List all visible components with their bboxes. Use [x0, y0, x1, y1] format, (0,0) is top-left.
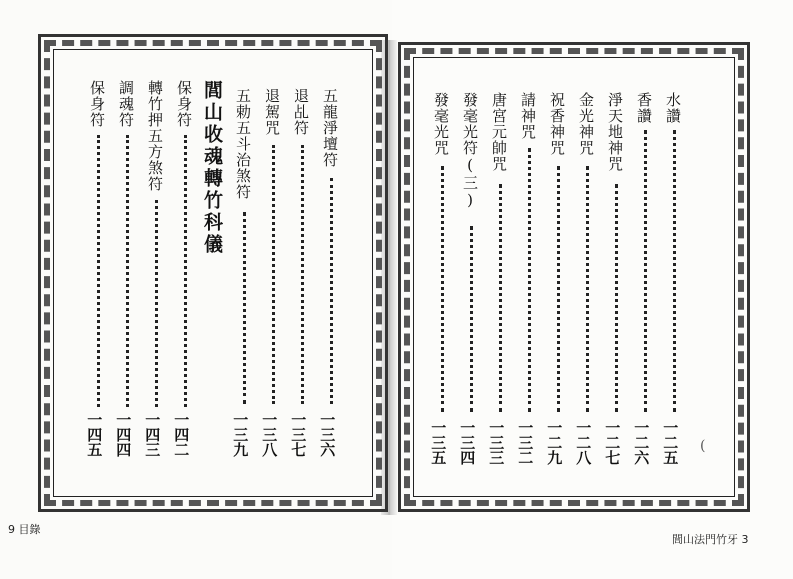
- toc-leader: [557, 166, 560, 412]
- toc-entry-title: 香讚: [635, 92, 653, 124]
- toc-leader: [155, 200, 158, 407]
- toc-entry-title: 轉竹押五方煞符: [146, 80, 164, 192]
- toc-entry-page: 一四二: [172, 412, 191, 457]
- toc-leader: [586, 166, 589, 412]
- toc-entry-title: 調魂符: [117, 80, 135, 128]
- toc-leader: [126, 135, 129, 407]
- toc-leader: [441, 166, 444, 412]
- toc-entry-title: 保身符: [88, 80, 106, 128]
- toc-entry-title: 淨天地神咒: [606, 92, 624, 172]
- toc-entry-page: 一三八: [260, 412, 279, 457]
- toc-entry-title: 發毫光符(三): [461, 92, 479, 210]
- toc-leader: [499, 184, 502, 412]
- toc-entry-title: 發毫光咒: [432, 92, 450, 156]
- section-heading: 閭山收魂轉竹科儀: [201, 80, 223, 256]
- toc-entry-page: 一三六: [318, 412, 337, 457]
- toc-entry-page: 一二八: [574, 420, 593, 465]
- toc-entry-page: 一二五: [661, 420, 680, 465]
- toc-entry-page: 一三二: [516, 420, 535, 465]
- toc-leader: [97, 135, 100, 407]
- toc-entry-page: 一二六: [632, 420, 651, 465]
- toc-entry-title: 請神咒: [519, 92, 537, 140]
- toc-leader: [301, 145, 304, 404]
- toc-leader: [470, 226, 473, 412]
- toc-entry-page: 一三三: [487, 420, 506, 465]
- toc-entry-title: 金光神咒: [577, 92, 595, 156]
- toc-leader: [272, 145, 275, 404]
- toc-entry-title: 五龍淨壇符: [321, 88, 339, 168]
- toc-entry-title: 保身符: [175, 80, 193, 128]
- toc-leader: [673, 130, 676, 412]
- toc-entry-page: 一四三: [143, 412, 162, 457]
- toc-entry-page: 一二九: [545, 420, 564, 465]
- pen-mark: (: [700, 438, 706, 454]
- toc-leader: [615, 184, 618, 412]
- toc-entry-page: 一三七: [289, 412, 308, 457]
- toc-entry-page: 一四四: [114, 412, 133, 457]
- toc-entry-title: 祝香神咒: [548, 92, 566, 156]
- toc-entry-page: 一三四: [458, 420, 477, 465]
- toc-entry-title: 退乩符: [292, 88, 310, 136]
- toc-leader: [330, 178, 333, 404]
- toc-entry-page: 一二七: [603, 420, 622, 465]
- toc-entry-page: 一四五: [85, 412, 104, 457]
- toc-leader: [184, 135, 187, 407]
- toc-leader: [243, 212, 246, 404]
- toc-entry-title: 水讚: [664, 92, 682, 124]
- toc-entry-title: 五勅五斗治煞符: [234, 88, 252, 200]
- toc-leader: [644, 130, 647, 412]
- toc-leader: [528, 148, 531, 412]
- left-footer: 9 目錄: [8, 523, 41, 536]
- toc-entry-title: 退駕咒: [263, 88, 281, 136]
- right-footer: 閭山法門竹牙 3: [672, 533, 749, 546]
- toc-entry-title: 唐宮元帥咒: [490, 92, 508, 172]
- toc-entry-page: 一三五: [429, 420, 448, 465]
- toc-entry-page: 一三九: [231, 412, 250, 457]
